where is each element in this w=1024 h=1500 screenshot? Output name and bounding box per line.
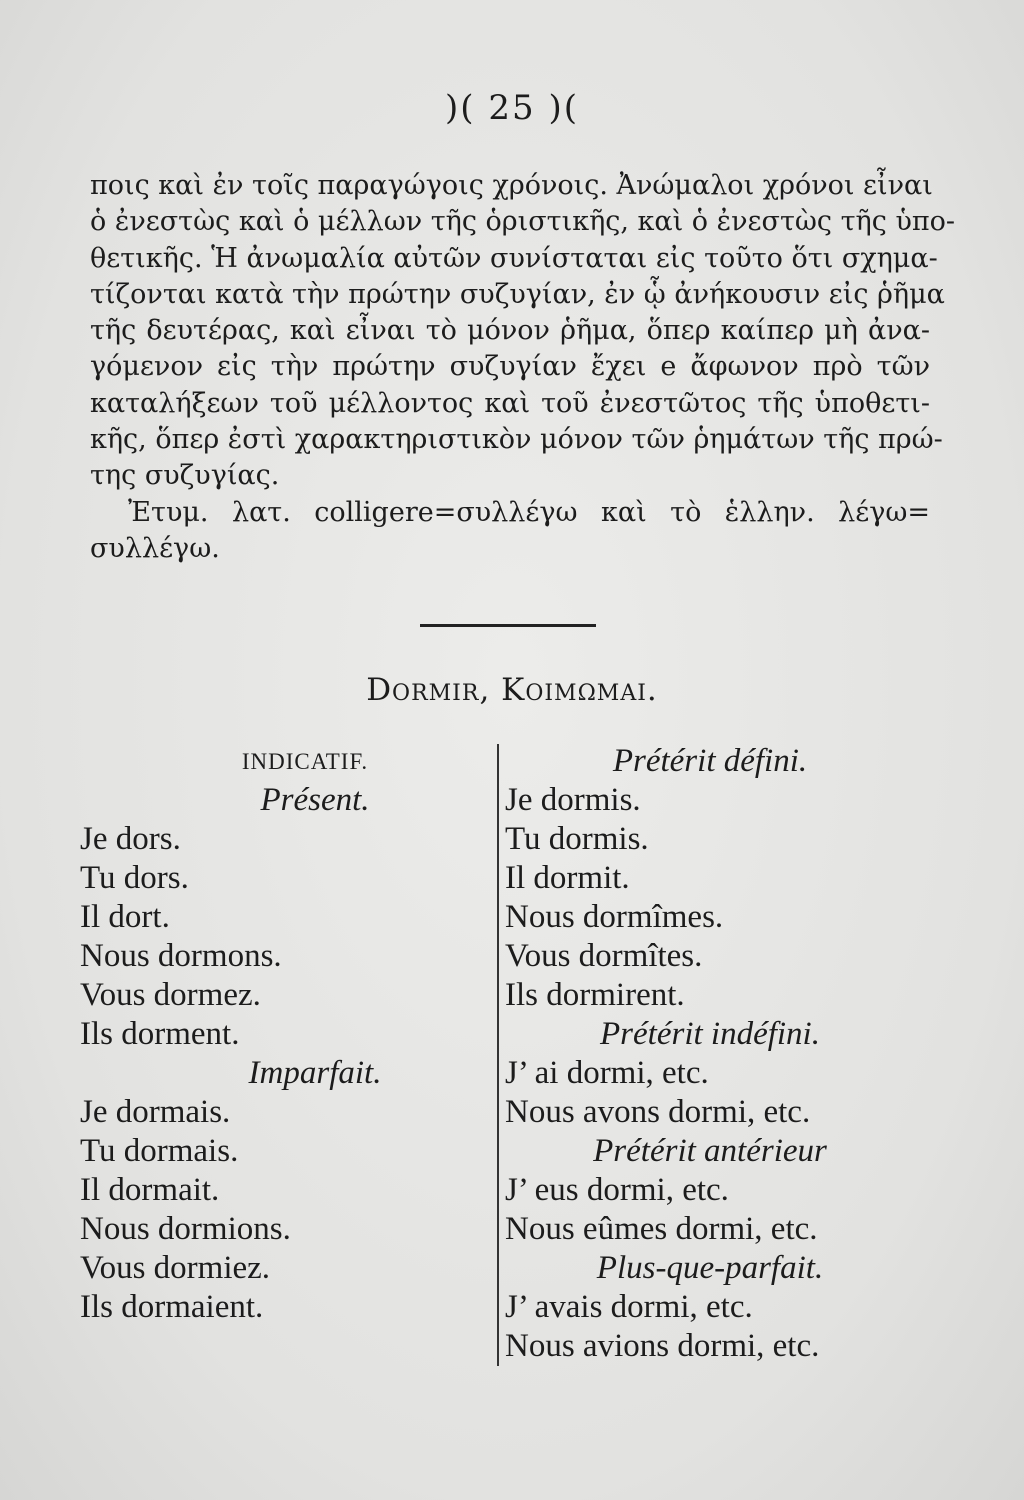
verb-form: J’ ai dormi, etc. [505, 1055, 709, 1091]
tense-heading-preterit-indefini: Prétérit indéfini. [600, 1016, 820, 1052]
greek-line: ὁ ἐνεστὼς καὶ ὁ μέλλων τῆς ὁριστικῆς, καὶ ὁ ἐνεστὼς τῆς ὑπο- [90, 206, 955, 238]
verb-form: Tu dormais. [80, 1133, 239, 1169]
verb-form: Nous avons dormi, etc. [505, 1094, 811, 1130]
verb-form: Ils dorment. [80, 1016, 240, 1052]
etymology-line: Ἐτυμ. λατ. colligere=συλλέγω καὶ τὸ ἑλλην. λέγω= [128, 496, 930, 528]
greek-line: καταλήξεων τοῦ μέλλοντος καὶ τοῦ ἐνεστῶτος τῆς ὑποθετι- [90, 387, 930, 419]
verb-form: Ils dormaient. [80, 1289, 264, 1325]
verb-form: J’ avais dormi, etc. [505, 1289, 753, 1325]
greek-line: κῆς, ὅπερ ἐστὶ χαρακτηριστικὸν μόνον τῶν ῥημάτων τῆς πρώ- [90, 424, 943, 456]
verb-form: Il dormit. [505, 860, 630, 896]
tense-heading-preterit-anterieur: Prétérit antérieur [593, 1133, 827, 1169]
verb-form: Tu dors. [80, 860, 189, 896]
tense-heading-present: Présent. [260, 782, 370, 818]
mood-heading: INDICATIF. [241, 749, 369, 774]
right-conjugation-column [505, 742, 885, 1366]
verb-form: Nous dormîmes. [505, 899, 724, 935]
verb-form: Vous dormîtes. [505, 938, 703, 974]
section-title [0, 672, 1024, 708]
greek-line: τῆς δευτέρας, καὶ εἶναι τὸ μόνον ῥῆμα, ὅπερ καίπερ μὴ ἀνα- [90, 315, 930, 347]
etymology-line: συλλέγω. [90, 532, 220, 564]
greek-line: γόμενον εἰς τὴν πρώτην συζυγίαν ἔχει e ἄφωνον πρὸ τῶν [90, 351, 930, 383]
greek-line: θετικῆς. Ἡ ἀνωμαλία αὐτῶν συνίσταται εἰς τοῦτο ὅτι σχημα- [90, 242, 938, 274]
section-title-french: Dormir, [366, 672, 491, 708]
greek-line: της συζυγίας. [90, 460, 280, 492]
verb-form: Vous dormiez. [80, 1250, 271, 1286]
verb-form: J’ eus dormi, etc. [505, 1172, 729, 1208]
greek-line: ποις καὶ ἐν τοῖς παραγώγοις χρόνοις. Ἀνώμαλοι χρόνοι εἶναι [90, 170, 933, 201]
left-conjugation-column [80, 742, 490, 1327]
column-divider [497, 744, 499, 1366]
page-number-header: )( 25 )( [445, 88, 579, 128]
verb-form: Je dormis. [505, 782, 641, 818]
verb-form: Je dormais. [80, 1094, 231, 1130]
verb-form: Je dors. [80, 821, 181, 857]
verb-form: Vous dormez. [80, 977, 261, 1013]
tense-heading-preterit-defini: Prétérit défini. [612, 743, 808, 779]
verb-form: Il dort. [80, 899, 170, 935]
verb-form: Nous avions dormi, etc. [505, 1328, 820, 1364]
tense-heading-plus-que-parfait: Plus-que-parfait. [596, 1250, 824, 1286]
verb-form: Ils dormirent. [505, 977, 685, 1013]
verb-form: Nous eûmes dormi, etc. [505, 1211, 818, 1247]
greek-line: τίζονται κατὰ τὴν πρώτην συζυγίαν, ἐν ᾧ ἀνήκουσιν εἰς ῥῆμα [90, 278, 945, 310]
section-divider-rule [420, 624, 596, 627]
verb-form: Il dormait. [80, 1172, 220, 1208]
greek-paragraph [90, 168, 955, 567]
verb-form: Nous dormons. [80, 938, 282, 974]
section-title-greek: Κοιμωμαι. [501, 672, 658, 708]
verb-form: Tu dormis. [505, 821, 649, 857]
verb-form: Nous dormions. [80, 1211, 291, 1247]
tense-heading-imparfait: Imparfait. [248, 1055, 382, 1091]
